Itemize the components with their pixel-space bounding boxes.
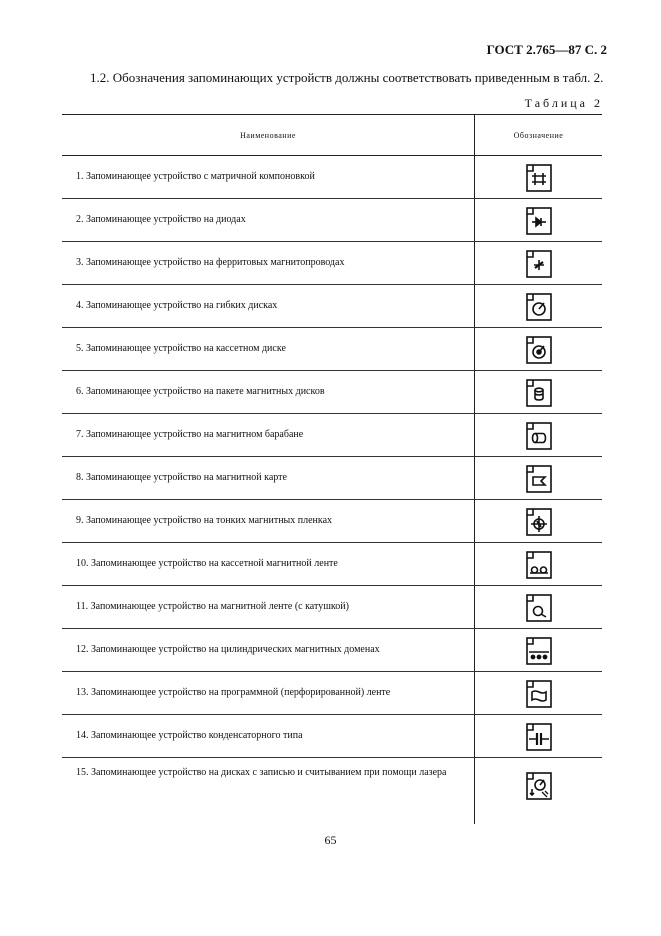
symbols-table	[62, 114, 602, 824]
row-name: 7. Запоминающее устройство на магнитном барабане	[62, 414, 475, 457]
matrix-storage-icon	[526, 162, 552, 192]
table-row	[62, 371, 602, 414]
magnetic-card-storage-icon	[526, 463, 552, 493]
table-row	[62, 242, 602, 285]
table-row	[62, 715, 602, 758]
column-header-name: Наименование	[62, 115, 475, 156]
document-header: ГОСТ 2.765—87 С. 2	[486, 42, 607, 57]
row-name: 14. Запоминающее устройство конденсаторного типа	[62, 715, 475, 758]
table-row	[62, 285, 602, 328]
table-row	[62, 328, 602, 371]
table-caption: Таблица 2	[524, 96, 603, 110]
row-name: 15. Запоминающее устройство на дисках с записью и считыванием при помощи лазера	[62, 758, 475, 825]
table-row	[62, 414, 602, 457]
table-row	[62, 199, 602, 242]
ferrite-core-storage-icon	[526, 248, 552, 278]
row-name: 11. Запоминающее устройство на магнитной ленте (с катушкой)	[62, 586, 475, 629]
table-row	[62, 672, 602, 715]
cassette-disk-storage-icon	[526, 334, 552, 364]
column-header-symbol: Обозначение	[475, 115, 603, 156]
table-row	[62, 758, 602, 825]
bubble-domain-storage-icon	[526, 635, 552, 665]
table-row	[62, 543, 602, 586]
row-name: 6. Запоминающее устройство на пакете магнитных дисков	[62, 371, 475, 414]
table-row	[62, 156, 602, 199]
disk-pack-storage-icon	[526, 377, 552, 407]
page-number: 65	[324, 833, 337, 847]
table-header-row	[62, 115, 602, 156]
table-row	[62, 586, 602, 629]
table-row	[62, 629, 602, 672]
cassette-tape-storage-icon	[526, 549, 552, 579]
intro-paragraph: 1.2. Обозначения запоминающих устройств должны соответствовать приведенным в табл. 2.	[90, 70, 604, 85]
thin-film-storage-icon	[526, 506, 552, 536]
magnetic-drum-storage-icon	[526, 420, 552, 450]
row-name: 10. Запоминающее устройство на кассетной магнитной ленте	[62, 543, 475, 586]
row-name: 12. Запоминающее устройство на цилиндрических магнитных доменах	[62, 629, 475, 672]
row-name: 13. Запоминающее устройство на программной (перфорированной) ленте	[62, 672, 475, 715]
row-name: 9. Запоминающее устройство на тонких магнитных пленках	[62, 500, 475, 543]
table-row	[62, 457, 602, 500]
row-name: 8. Запоминающее устройство на магнитной карте	[62, 457, 475, 500]
punched-tape-storage-icon	[526, 678, 552, 708]
floppy-disk-storage-icon	[526, 291, 552, 321]
row-name: 2. Запоминающее устройство на диодах	[62, 199, 475, 242]
capacitor-storage-icon	[526, 721, 552, 751]
row-name: 5. Запоминающее устройство на кассетном диске	[62, 328, 475, 371]
diode-storage-icon	[526, 205, 552, 235]
table-row	[62, 500, 602, 543]
row-name: 1. Запоминающее устройство с матричной компоновкой	[62, 156, 475, 199]
laser-disk-storage-icon	[526, 770, 552, 800]
row-name: 4. Запоминающее устройство на гибких дисках	[62, 285, 475, 328]
row-name: 3. Запоминающее устройство на ферритовых магнитопроводах	[62, 242, 475, 285]
reel-tape-storage-icon	[526, 592, 552, 622]
